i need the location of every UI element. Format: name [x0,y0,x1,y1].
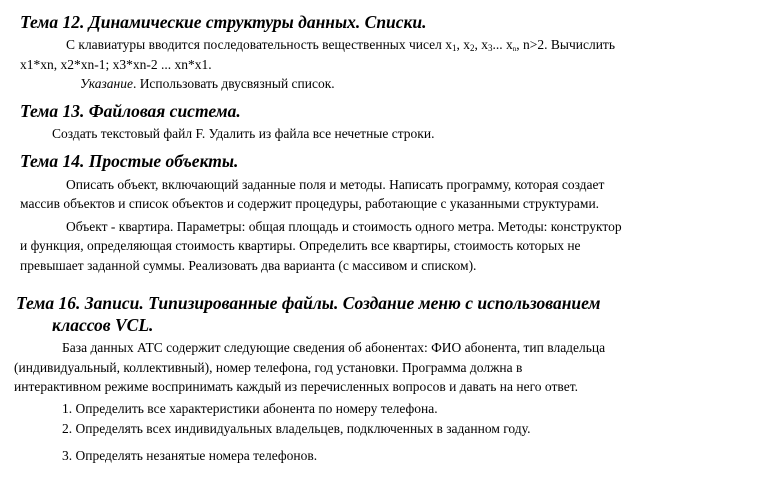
topic-12-line1-text: С клавиатуры вводится последовательность вещественных чисел x [66,37,453,52]
topic-14-p1-l2: массив объектов и список объектов и содержит процедуры, работающие с указанными структурами. [20,196,600,211]
topic-16-b-l1: База данных АТС содержит следующие сведения об абонентах: ФИО абонента, тип владельца [62,340,606,355]
hint-label: Указание [80,76,133,91]
topic-12-hint [80,74,335,93]
topic-14-p2-l2: и функция, определяющая стоимость квартиры. Определить все квартиры, стоимость которых не [20,238,581,253]
hint-text: . Использовать двусвязный список. [132,76,335,91]
topic-14-p2-l3: превышает заданной суммы. Реализовать два варианта (с массивом и списком). [20,258,477,273]
topic-16-heading-l1: Тема 16. Записи. Типизированные файлы. Создание меню с использованием [16,293,601,313]
topic-16-b-l3: интерактивном режиме воспринимать каждый из перечисленных вопросов и давать на него ответ. [14,379,578,394]
topic-12-heading: Тема 12. Динамические структуры данных. Списки. [20,12,427,32]
topic-13-body: Создать текстовый файл F. Удалить из файла все нечетные строки. [52,126,435,141]
topic-12-line1-tail: , n>2. Вычислить [516,37,615,52]
topic-16-heading-l2: классов VCL. [52,315,154,335]
topic-14-p1-l1: Описать объект, включающий заданные поля и методы. Написать программу, которая создает [66,177,605,192]
topic-14-heading: Тема 14. Простые объекты. [20,151,239,171]
topic-16-b-l2: (индивидуальный, коллективный), номер телефона, год установки. Программа должна в [14,360,523,375]
list-item-3: 3. Определять незанятые номера телефонов. [62,448,318,463]
topic-14-p2-l1: Объект - квартира. Параметры: общая площадь и стоимость одного метра. Методы: конструктор [66,219,622,234]
topic-13-heading: Тема 13. Файловая система. [20,101,241,121]
list-item-1: 1. Определить все характеристики абонента по номеру телефона. [62,401,438,416]
topic-12-formula-text: x1*xn, x2*xn-1; x3*xn-2 ... xn*x1. [20,57,212,72]
list-item-2: 2. Определять всех индивидуальных владельцев, подключенных в заданном году. [62,421,531,436]
topic-12-line1: С клавиатуры вводится последовательность вещественных чисел $x_1$, $x_2$, $x_3$... $x_n$, n>2. Вычислить [66,37,615,53]
topic-12-formula [20,55,212,74]
